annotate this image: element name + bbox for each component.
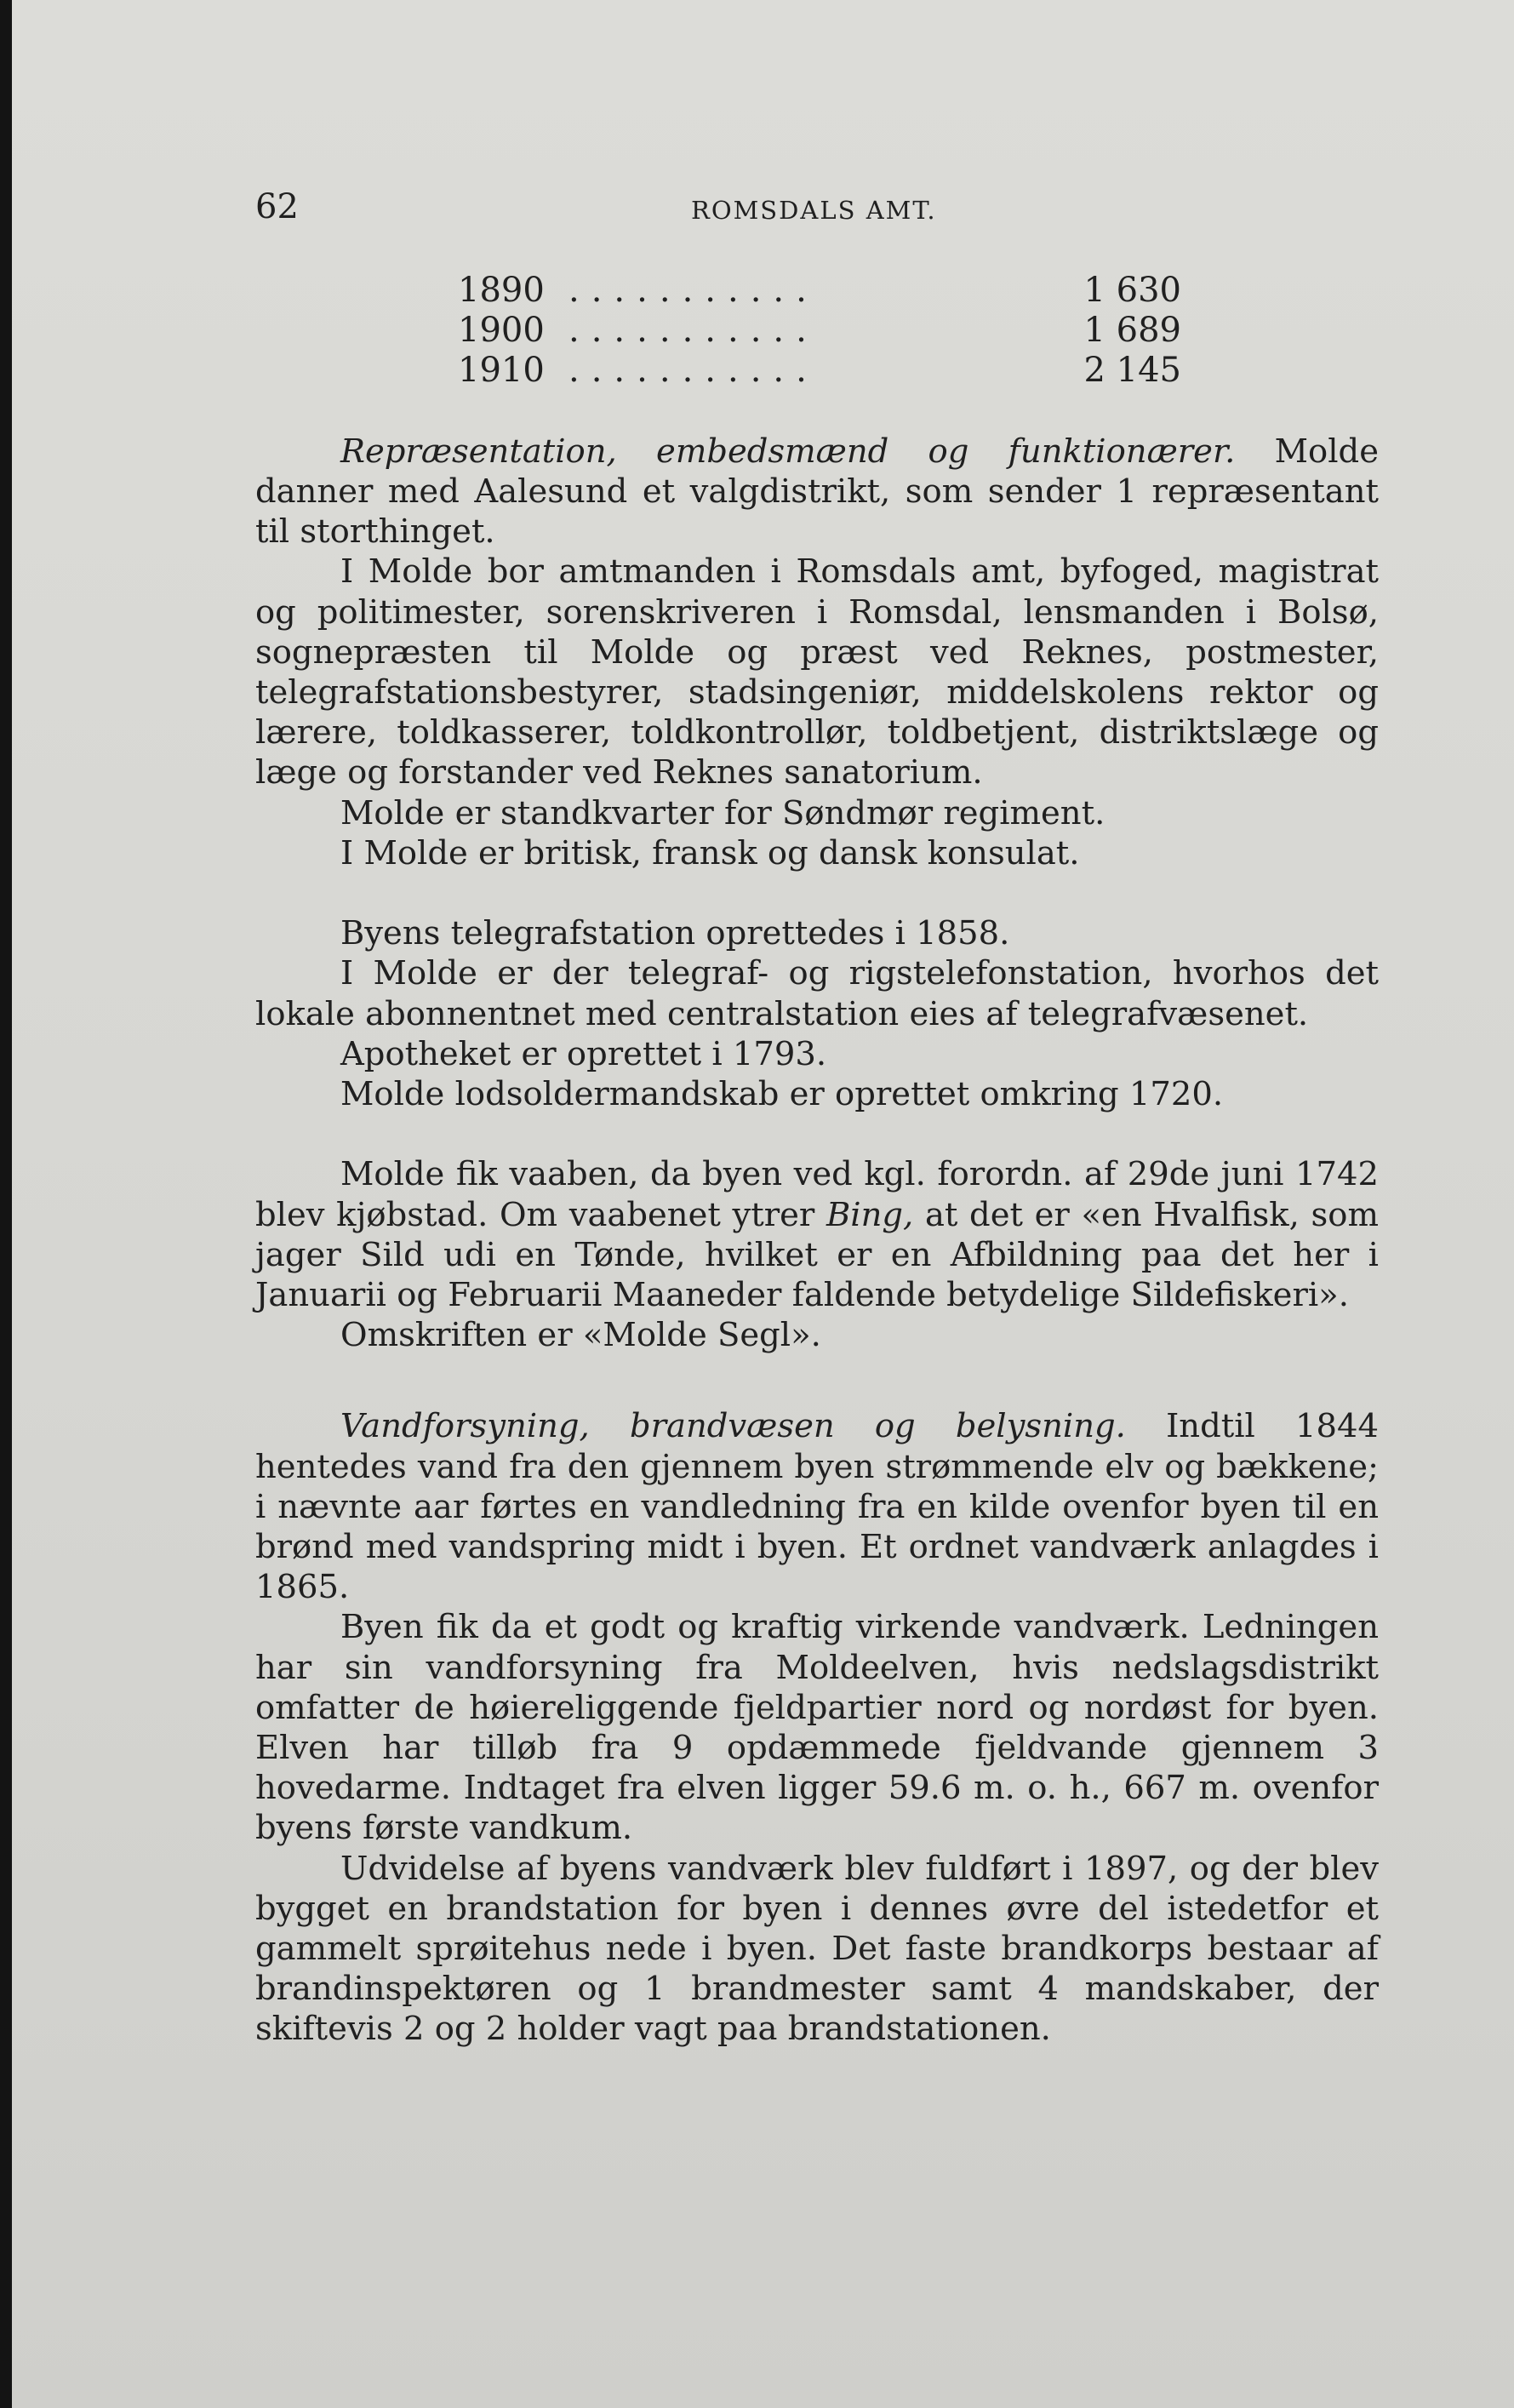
population-value: 2 145 [1083,351,1181,391]
author-name: Bing, [826,1195,914,1234]
table-row [458,271,1181,311]
page-header [255,187,1379,226]
paragraph-waterworks: Byen fik da et godt og kraftig virkende vandværk. Ledningen har sin vandforsyning fra Moldeelven, hvis nedslagsdistrikt omfatter de høiereliggende fjeldpartier nord og nordøst for byen. Elven har tilløb fra 9 opdæmmede fjeldvande gjennem 3 hovedarme. Indtaget fra elven ligger 59.6 m. o. h., 667 m. ovenfor byens første vandkum. [255,1608,1379,1848]
paragraph-consulates: I Molde er britisk, fransk og dansk konsulat. [340,833,1080,872]
year: 1900 [458,311,545,351]
paragraph-text: at det er «en Hvalfisk, som jager Sild udi en Tønde, hvilket er en Afbildning paa det her i Januarii og Februarii Maaneder faldende betydelige Sildefiskeri». [255,1195,1379,1314]
spacer [255,392,1379,432]
document-page [12,0,1514,2408]
page-number: 62 [255,187,299,226]
section-heading: Vandforsyning, brandvæsen og belysning. [340,1407,1126,1446]
paragraph-representation [255,432,1379,552]
year: 1890 [458,271,545,310]
section-heading: Repræsentation, embedsmænd og funktionærer. [340,432,1236,471]
paragraph-pharmacy: Apotheket er oprettet i 1793. [340,1034,827,1073]
paragraph-telephone: I Molde er der telegraf- og rigstelefonstation, hvorhos det lokale abonnentnet med centralstation eies af telegrafvæsenet. [255,954,1379,1033]
population-value: 1 689 [1083,311,1181,351]
paragraph-text: Molde fik vaaben, da byen ved kgl. forordn. af 29de juni 1742 blev kjøbstad. Om vaabenet ytrer [255,1155,1379,1234]
paragraph-pilots: Molde lodsoldermandskab er oprettet omkring 1720. [340,1074,1224,1113]
leader-dots: ........... [568,311,819,351]
spacer [255,1114,1379,1154]
table-row [458,351,1181,391]
page-text [255,187,1379,2050]
year: 1910 [458,351,545,391]
leader-dots: ........... [568,271,819,310]
paragraph-fire-station: Udvidelse af byens vandværk blev fuldført i 1897, og der blev bygget en brandstation for byen i dennes øvre del istedetfor et gammelt sprøitehus nede i byen. Det faste brandkorps bestaar af brandinspektøren og 1 brandmester samt 4 mandskaber, der skiftevis 2 og 2 holder vagt paa brandstationen. [255,1849,1379,2049]
paragraph-regiment: Molde er standkvarter for Søndmør regiment. [340,793,1106,832]
paragraph-text: Indtil 1844 hentedes vand fra den gjennem byen strømmende elv og bækkene; i nævnte aar førtes en vandledning fra en kilde ovenfor byen til en brønd med vandspring midt i byen. Et ordnet vandværk anlagdes i 1865. [255,1407,1380,1607]
population-value: 1 630 [1083,271,1181,310]
leader-dots: ........... [568,351,819,391]
paragraph-inscription: Omskriften er «Molde Segl». [340,1316,821,1355]
paragraph-water [255,1406,1379,1607]
paragraph-telegraph: Byens telegrafstation oprettedes i 1858. [340,914,1010,953]
table-row [458,311,1181,351]
running-head: ROMSDALS AMT. [691,196,937,225]
paragraph-text: Molde danner med Aalesund et valgdistrikt, som sender 1 repræsentant til storthinget. [255,432,1379,552]
paragraph-arms [255,1154,1379,1315]
spacer [255,873,1379,913]
spacer [255,1355,1379,1406]
paragraph-officials: I Molde bor amtmanden i Romsdals amt, byfoged, magistrat og politimester, sorenskriveren i Romsdal, lensmanden i Bolsø, sognepræsten til Molde og præst ved Reknes, postmester, telegrafstationsbestyrer, stadsingeniør, middelskolens rektor og lærere, toldkasserer, toldkontrollør, toldbetjent, distriktslæge og læge og forstander ved Reknes sanatorium. [255,552,1379,792]
population-table [255,271,1379,392]
